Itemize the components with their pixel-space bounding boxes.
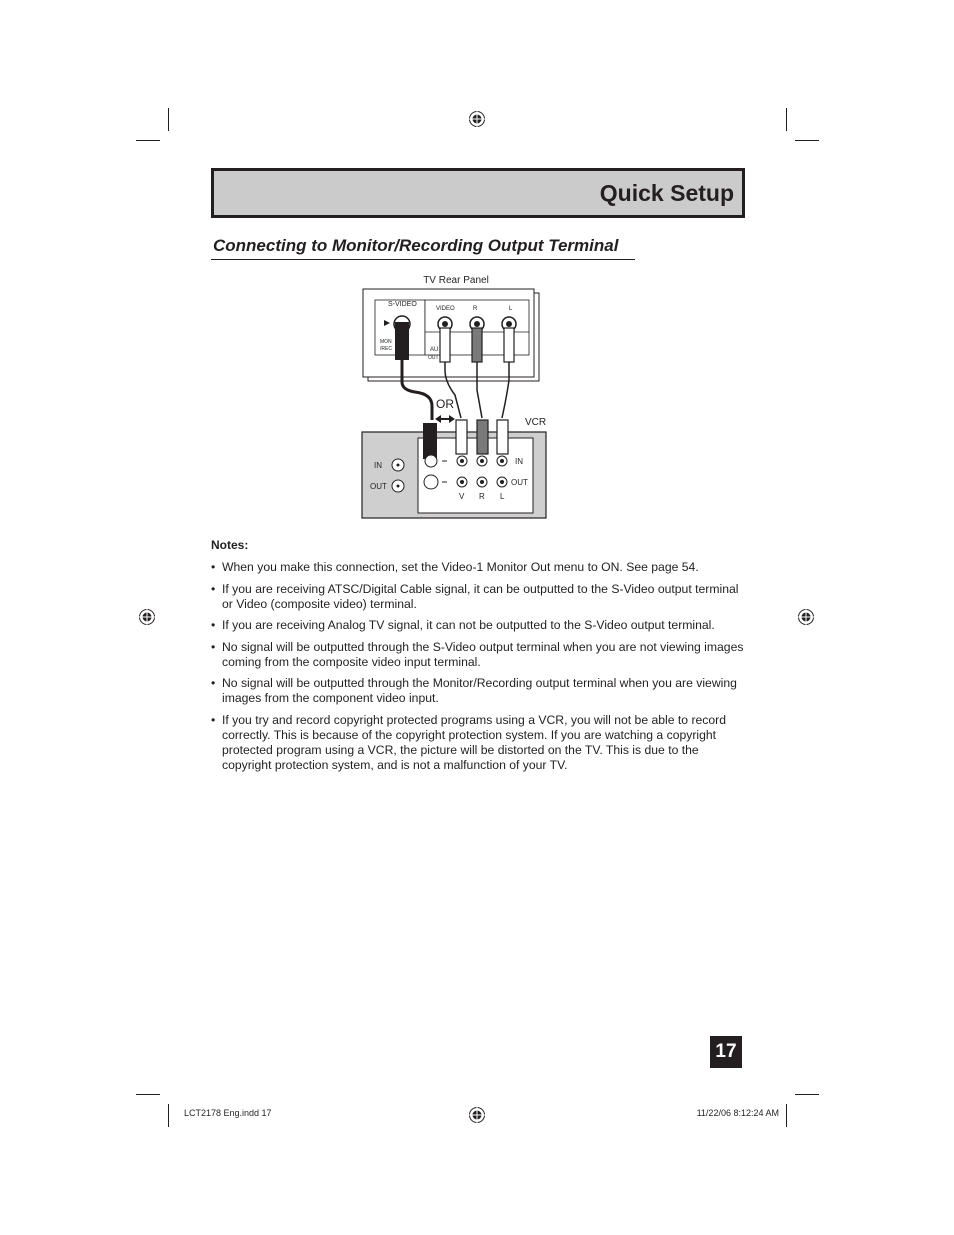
mon-label: MON <box>380 339 392 345</box>
vcr-svideo-out-jack <box>424 475 438 489</box>
bullet: • <box>211 639 216 654</box>
crop-mark <box>136 140 160 141</box>
registration-mark-icon <box>797 608 815 626</box>
note-text: No signal will be outputted through the Monitor/Recording output terminal when you are viewing images from the component video input. <box>222 676 737 705</box>
crop-mark <box>786 108 787 131</box>
vcr-svideo-in-jack <box>425 455 437 467</box>
registration-mark-icon <box>468 1106 486 1124</box>
crop-mark <box>795 1094 819 1095</box>
audio-r-plug <box>472 328 482 362</box>
note-text: No signal will be outputted through the S-Video output terminal when you are not viewing images coming from the composite video input terminal. <box>222 639 744 669</box>
crop-mark <box>136 1094 160 1095</box>
note-text: If you try and record copyright protected programs using a VCR, you will not be able to record correctly. This is because of the copyright protection system. If you are watching a copyright protected program using a VCR, the picture will be distorted on the TV. This is due to the copyright protection system, and is not a malfunction of your TV. <box>222 712 727 772</box>
registration-mark-icon <box>468 110 486 128</box>
vcr-v-label: V <box>459 492 465 501</box>
registration-mark-icon <box>138 608 156 626</box>
vcr-audio-l-plug <box>497 420 508 454</box>
vcr-svideo-plug <box>423 423 437 459</box>
vcr-r-label: R <box>479 492 485 501</box>
svideo-plug <box>395 322 409 360</box>
notes-title: Notes: <box>211 538 249 552</box>
bullet: • <box>211 676 216 690</box>
page-title: Quick Setup <box>599 180 734 206</box>
crop-mark <box>168 1104 169 1127</box>
footer-timestamp: 11/22/06 8:12:24 AM <box>696 1108 779 1118</box>
bullet: • <box>211 618 216 632</box>
vcr-video-plug <box>456 420 467 454</box>
note-text: When you make this connection, set the Video-1 Monitor Out menu to ON. See page 54. <box>222 560 699 574</box>
connection-diagram <box>355 270 555 525</box>
note-item <box>211 713 746 773</box>
notes-list <box>211 560 746 779</box>
note-item <box>211 618 746 633</box>
crop-mark <box>168 108 169 131</box>
l-label: L <box>509 306 513 312</box>
vcr-in-label: IN <box>515 457 523 466</box>
section-title-underline <box>211 259 635 260</box>
svideo-label: S-VIDEO <box>388 301 417 308</box>
video-label: VIDEO <box>436 306 455 312</box>
vcr-antenna-in-label: IN <box>374 461 382 470</box>
footer-filename: LCT2178 Eng.indd 17 <box>184 1108 272 1118</box>
page-number: 17 <box>710 1036 742 1068</box>
rec-label: /REC <box>380 346 392 352</box>
bullet: • <box>211 581 216 596</box>
vcr-label: VCR <box>525 417 547 428</box>
bullet: • <box>211 560 216 574</box>
bullet: • <box>211 712 216 727</box>
note-text: If you are receiving ATSC/Digital Cable signal, it can be outputted to the S-Video output terminal or Video (composite video) terminal. <box>222 581 739 611</box>
tv-rear-panel-label: TV Rear Panel <box>423 275 489 286</box>
crop-mark <box>786 1104 787 1127</box>
header-banner <box>211 168 745 218</box>
video-plug <box>440 328 450 362</box>
r-label: R <box>473 306 478 312</box>
audio-out-label: OUT <box>428 355 439 361</box>
note-item <box>211 582 746 612</box>
or-label: OR <box>436 397 454 411</box>
note-item <box>211 560 746 575</box>
vcr-antenna-out-label: OUT <box>370 482 387 491</box>
vcr-l-label: L <box>500 492 505 501</box>
vcr-out-label: OUT <box>511 478 528 487</box>
vcr-audio-r-plug <box>477 420 488 454</box>
audio-label: AU <box>430 347 439 353</box>
section-title: Connecting to Monitor/Recording Output Terminal <box>213 236 619 255</box>
note-item <box>211 676 746 706</box>
note-text: If you are receiving Analog TV signal, it can not be outputted to the S-Video output terminal. <box>222 618 715 632</box>
double-arrow-icon <box>435 415 455 423</box>
note-item <box>211 640 746 670</box>
audio-l-plug <box>504 328 514 362</box>
crop-mark <box>795 140 819 141</box>
